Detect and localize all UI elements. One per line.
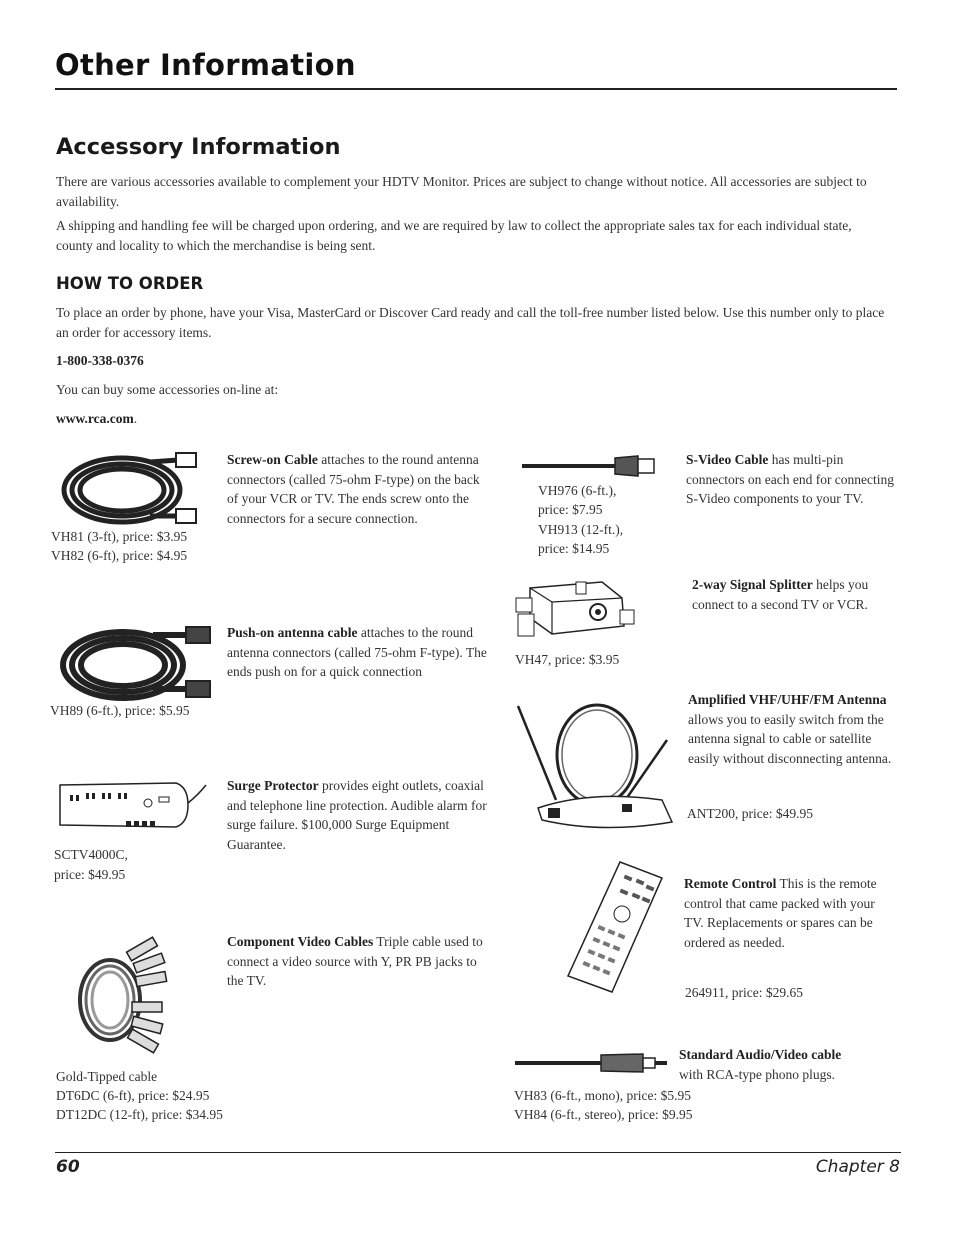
- splitter-desc-text: helps you connect to a second TV or VCR.: [692, 577, 869, 612]
- chapter-label: Chapter 8: [815, 1157, 900, 1177]
- page-number: 60: [56, 1157, 80, 1177]
- surge-desc-text: provides eight outlets, coaxial and telephone line protection. Audible alarm for surge failure. $100,000 Surge Equipment Guarantee.: [227, 778, 487, 852]
- component-description: [227, 932, 489, 991]
- s-video-caption-1: VH976 (6-ft.),: [538, 483, 617, 498]
- splitter-name: 2-way Signal Splitter: [692, 577, 813, 592]
- order-paragraph: To place an order by phone, have your Visa, MasterCard or Discover Card ready and call the toll-free number listed below. Use this number only to place an order for accessory items.: [56, 305, 885, 340]
- surge-name: Surge Protector: [227, 778, 319, 793]
- antenna-name: Amplified VHF/UHF/FM Antenna: [688, 692, 887, 707]
- s-video-caption-4: price: $14.95: [538, 541, 610, 556]
- av-cable-desc: with RCA-type phono plugs.: [679, 1067, 836, 1082]
- antenna-caption: ANT200, price: $49.95: [687, 806, 813, 821]
- screw-cable-name: Screw-on Cable: [227, 452, 318, 467]
- component-caption-2: DT6DC (6-ft), price: $24.95: [56, 1088, 210, 1103]
- url-suffix: .: [133, 411, 138, 426]
- signal-splitter-illustration: [512, 578, 637, 642]
- push-cable-name: Push-on antenna cable: [227, 625, 358, 640]
- component-name: Component Video Cables: [227, 934, 374, 949]
- av-cable-caption-2: VH84 (6-ft., stereo), price: $9.95: [514, 1107, 693, 1122]
- push-cable-desc-text: attaches to the round antenna connectors (called 75-ohm F-type). The ends push on for a quick connection: [227, 625, 487, 679]
- surge-protector-illustration: [56, 775, 211, 835]
- remote-description: [684, 874, 894, 952]
- online-text: You can buy some accessories on-line at:: [56, 382, 279, 397]
- component-caption-3: DT12DC (12-ft), price: $34.95: [56, 1107, 223, 1122]
- remote-name: Remote Control: [684, 876, 777, 891]
- splitter-caption: VH47, price: $3.95: [515, 652, 620, 667]
- order-phone: 1-800-338-0376: [56, 353, 144, 368]
- screw-cable-caption-1: VH81 (3-ft), price: $3.95: [51, 529, 188, 544]
- screw-cable-desc-text: attaches to the round antenna connectors (called 75-ohm F-type) on the back of your VCR or TV. The ends screw onto the connectors for a secure connection.: [227, 452, 480, 526]
- screw-cable-description: [227, 450, 489, 528]
- av-cable-illustration: [513, 1050, 673, 1076]
- component-caption-1: Gold-Tipped cable: [56, 1069, 158, 1084]
- surge-caption-1: SCTV4000C,: [54, 847, 128, 862]
- screw-on-cable-illustration: [60, 450, 210, 530]
- av-cable-name: Standard Audio/Video cable: [679, 1047, 842, 1062]
- remote-control-illustration: [566, 860, 666, 995]
- push-on-cable-illustration: [58, 625, 218, 705]
- header-rule: [55, 88, 897, 90]
- component-desc-text: Triple cable used to connect a video source with Y, PR PB jacks to the TV.: [227, 934, 483, 988]
- s-video-caption-2: price: $7.95: [538, 502, 603, 517]
- s-video-caption-3: VH913 (12-ft.),: [538, 522, 624, 537]
- s-video-cable-illustration: [520, 452, 660, 480]
- surge-description: [227, 776, 489, 854]
- av-cable-caption-1: VH83 (6-ft., mono), price: $5.95: [514, 1088, 691, 1103]
- order-url-link[interactable]: www.rca.com: [56, 411, 134, 426]
- splitter-description: [692, 575, 902, 614]
- remote-caption: 264911, price: $29.65: [685, 985, 803, 1000]
- push-cable-caption: VH89 (6-ft.), price: $5.95: [50, 703, 190, 718]
- s-video-desc-text: has multi-pin connectors on each end for connecting S-Video components to your TV.: [686, 452, 895, 506]
- s-video-description: [686, 450, 896, 509]
- order-url-line: [56, 409, 137, 429]
- antenna-desc-text: allows you to easily switch from the antenna signal to cable or satellite easily without disconnecting antenna.: [688, 711, 892, 766]
- antenna-illustration: [512, 700, 677, 840]
- remote-desc-text: This is the remote control that came packed with your TV. Replacements or spares can be ordered as needed.: [684, 876, 877, 950]
- push-cable-description: [227, 623, 489, 682]
- antenna-description: [688, 690, 898, 768]
- component-cables-illustration: [72, 932, 192, 1062]
- screw-cable-caption-2: VH82 (6-ft), price: $4.95: [51, 548, 188, 563]
- intro-paragraph-1: There are various accessories available to complement your HDTV Monitor. Prices are subject to change without notice. All accessories are subject to availability.: [56, 174, 867, 209]
- section-title: Accessory Information: [56, 134, 341, 160]
- how-to-order-title: HOW TO ORDER: [56, 274, 204, 293]
- footer-rule: [55, 1152, 901, 1153]
- surge-caption-2: price: $49.95: [54, 867, 126, 882]
- intro-paragraph-2: A shipping and handling fee will be charged upon ordering, and we are required by law to collect the appropriate sales tax for each individual state, county and locality to which the merchandise is being sent.: [56, 218, 852, 253]
- page-header-title: Other Information: [55, 48, 356, 82]
- s-video-name: S-Video Cable: [686, 452, 769, 467]
